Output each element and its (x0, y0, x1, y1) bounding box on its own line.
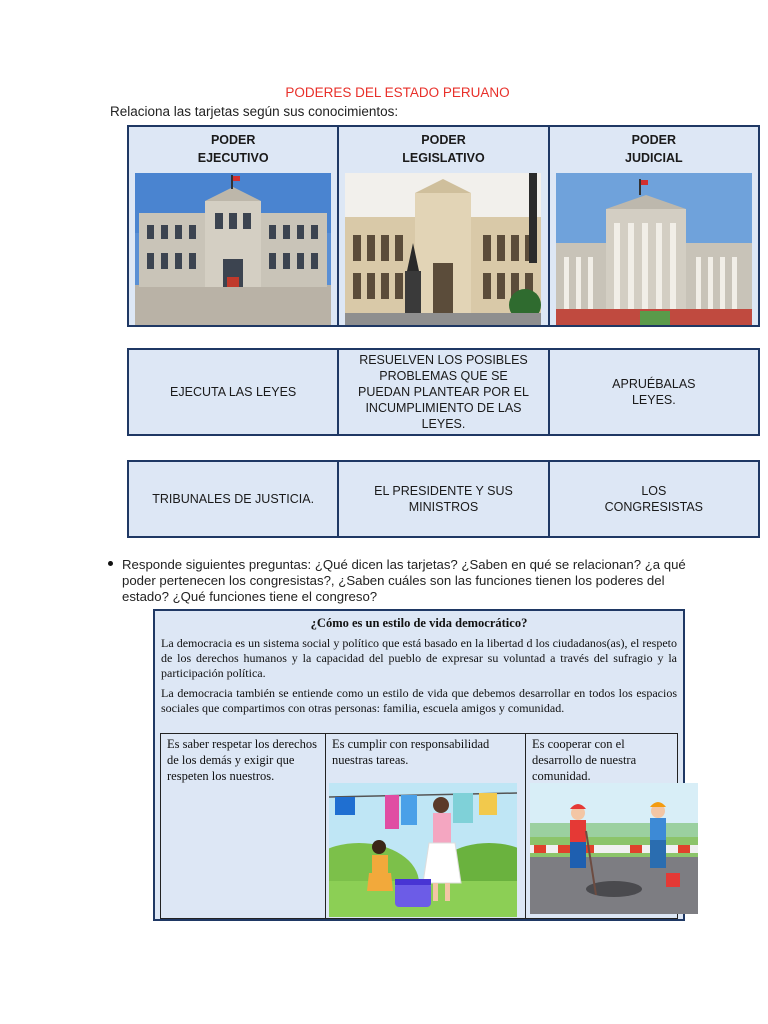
bullet-icon (108, 561, 113, 566)
card-ejecutivo[interactable] (128, 126, 338, 326)
card-heading-line2: EJECUTIVO (197, 151, 269, 165)
member-card-3[interactable]: LOS CONGRESISTAS (549, 461, 759, 537)
government-palace-photo (135, 173, 331, 325)
function-card-1[interactable]: EJECUTA LAS LEYES (128, 349, 338, 435)
function-card-2[interactable]: RESUELVEN LOS POSIBLES PROBLEMAS QUE SE PUEDAN PLANTEAR POR EL INCUMPLIMIENTO DE LAS LEYES. (338, 349, 548, 435)
justice-palace-photo (556, 173, 752, 325)
congress-building-photo (345, 173, 541, 325)
democracy-title: ¿Cómo es un estilo de vida democrático? (310, 616, 528, 630)
card-judicial-heading (554, 131, 754, 169)
members-table (127, 460, 760, 538)
instruction-text: Relaciona las tarjetas según sus conocimientos: (110, 104, 399, 119)
card-heading-line1: PODER (631, 133, 677, 147)
value-cell-respect: Es saber respetar los derechos de los demás y exigir que respeten los nuestros. (161, 734, 326, 919)
card-legislativo[interactable] (338, 126, 548, 326)
laundry-illustration (329, 783, 517, 917)
card-heading-line1: PODER (210, 133, 256, 147)
powers-table (127, 125, 760, 327)
workers-illustration (530, 783, 698, 914)
value-cell-responsibility: Es cumplir con responsabilidad nuestras tareas. (326, 734, 526, 919)
card-heading-line2: LEGISLATIVO (402, 151, 485, 165)
questions-text: Responde siguientes preguntas: ¿Qué dicen las tarjetas? ¿Saben en qué se relacionan? ¿a qué poder pertenecen los congresistas?, ¿Saben cuáles son las funciones tienen los poderes del estado? ¿Qué funciones tiene el congreso? (122, 557, 686, 604)
functions-table (127, 348, 760, 436)
member-card-1[interactable]: TRIBUNALES DE JUSTICIA. (128, 461, 338, 537)
card-heading-line2: JUDICIAL (625, 151, 683, 165)
democracy-paragraph-2: La democracia también se entiende como un estilo de vida que debemos desarrollar en todos los espacios sociales que compartimos con otras personas: familia, escuela amigos y comunidad. (161, 686, 677, 715)
card-ejecutivo-heading (133, 131, 333, 169)
card-legislativo-heading (343, 131, 543, 169)
function-card-3[interactable]: APRUÉBALAS LEYES. (549, 349, 759, 435)
card-judicial[interactable] (549, 126, 759, 326)
page-title: PODERES DEL ESTADO PERUANO (285, 85, 510, 100)
democracy-paragraph-1: La democracia es un sistema social y político que está basado en la libertad d los ciudadanos(as), el respeto de los derechos humanos y la capacidad del pueblo de expresar su voluntad a través del sufragio y la participación política. (161, 636, 677, 680)
card-heading-line1: PODER (421, 133, 466, 147)
value-cell-cooperation: Es cooperar con el desarrollo de nuestra comunidad. (526, 734, 678, 919)
member-card-2[interactable]: EL PRESIDENTE Y SUS MINISTROS (338, 461, 548, 537)
